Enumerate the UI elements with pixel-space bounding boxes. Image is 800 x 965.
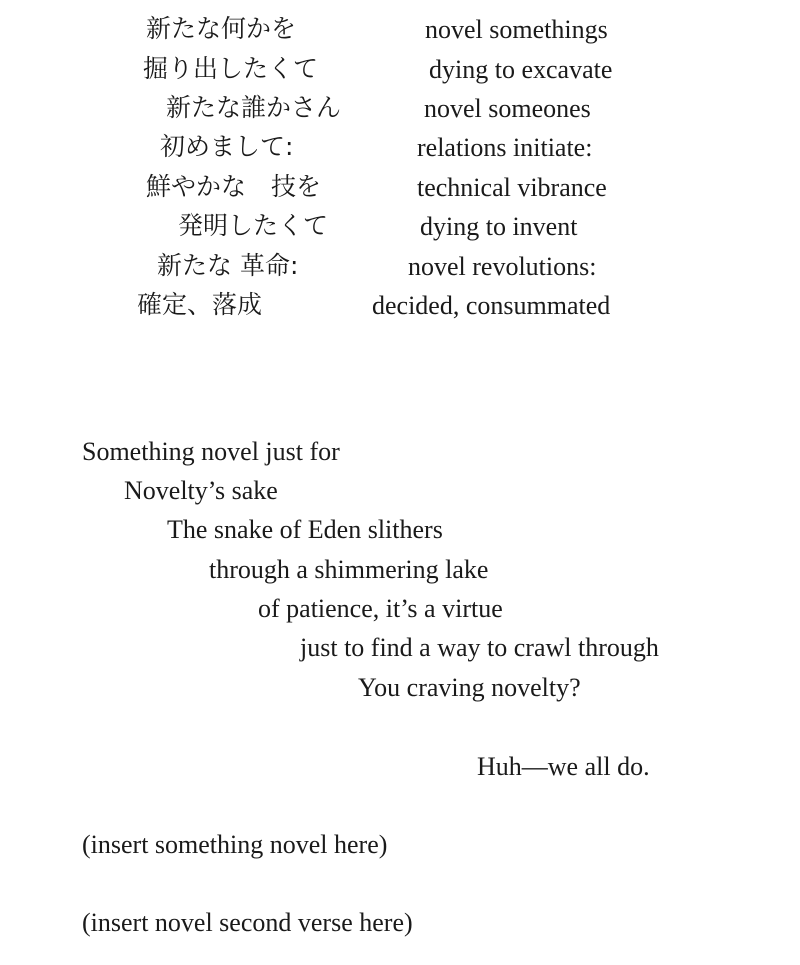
jp-line-7: 新たな 革命: [157, 251, 299, 280]
poem-line-7: You craving novelty? [358, 673, 581, 702]
poem-line-2: Novelty’s sake [124, 476, 278, 505]
en-line-5: technical vibrance [417, 173, 607, 202]
en-line-1: novel somethings [425, 15, 608, 44]
jp-line-6: 発明したくて [178, 211, 329, 240]
en-line-2: dying to excavate [429, 55, 613, 84]
jp-line-2: 掘り出したくて [143, 54, 319, 83]
poem-line-6: just to find a way to crawl through [300, 633, 659, 662]
poem-line-5: of patience, it’s a virtue [258, 594, 503, 623]
en-line-7: novel revolutions: [408, 252, 597, 281]
jp-line-8: 確定、落成 [137, 290, 263, 319]
jp-line-3: 新たな誰かさん [166, 93, 342, 122]
jp-line-5: 鮮やかな 技を [146, 172, 322, 201]
en-line-8: decided, consummated [372, 291, 611, 320]
poem-line-4: through a shimmering lake [209, 555, 489, 584]
placeholder-line-1: (insert something novel here) [82, 830, 388, 859]
en-line-6: dying to invent [420, 212, 578, 241]
en-line-3: novel someones [424, 94, 591, 123]
en-line-4: relations initiate: [417, 133, 593, 162]
poem-line-3: The snake of Eden slithers [167, 515, 443, 544]
poem-line-1: Something novel just for [82, 437, 340, 466]
poem-closing-line: Huh—we all do. [477, 752, 650, 781]
placeholder-line-2: (insert novel second verse here) [82, 908, 413, 937]
jp-line-4: 初めまして: [160, 132, 294, 161]
jp-line-1: 新たな何かを [146, 14, 297, 43]
